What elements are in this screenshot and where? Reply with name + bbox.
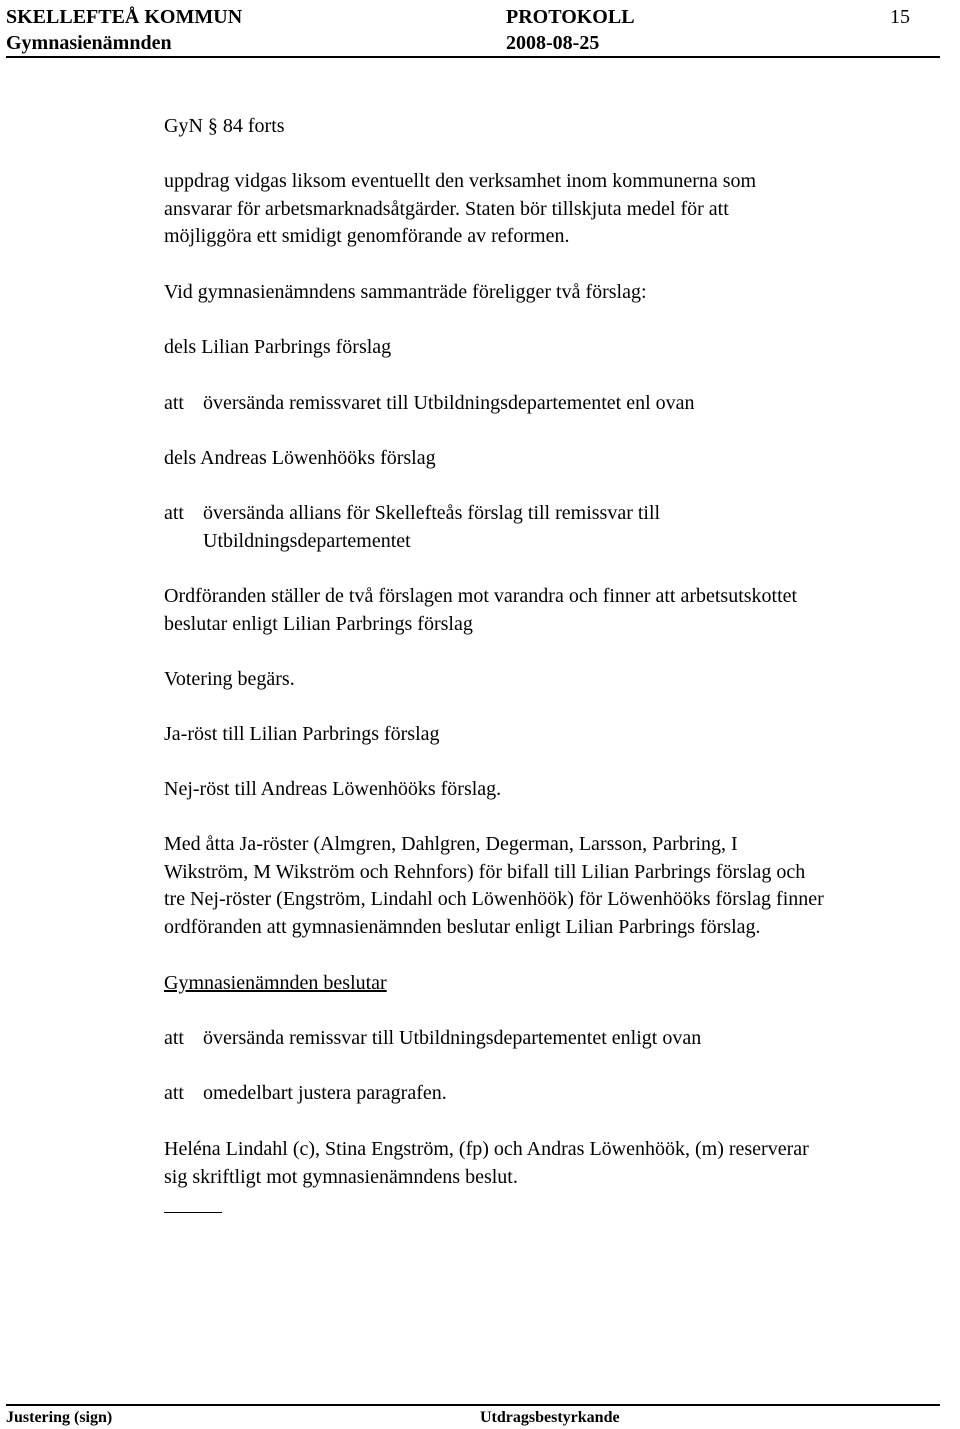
paragraph-continuation [164, 168, 756, 251]
att-keyword: att [164, 1027, 184, 1049]
decision-heading: Gymnasienämnden beslutar [164, 972, 387, 994]
paragraph-line: beslutar enligt Lilian Parbrings förslag [164, 612, 473, 635]
decision-item-1 [164, 1025, 701, 1053]
committee-name: Gymnasienämnden [6, 32, 172, 54]
doc-type: PROTOKOLL [506, 6, 635, 28]
end-of-section-rule [164, 1212, 222, 1213]
att-keyword: att [164, 1082, 184, 1104]
decision-1-body: översända remissvar till Utbildningsdepartementet enligt ovan [203, 1027, 702, 1049]
paragraph-line: Heléna Lindahl (c), Stina Engström, (fp) och Andras Löwenhöök, (m) reserverar [164, 1138, 809, 1160]
vote-result [164, 831, 824, 941]
page-number: 15 [890, 6, 910, 28]
proposal-2-body-line1: översända allians för Skellefteås förslag till remissvar till [203, 502, 661, 524]
reservation [164, 1136, 809, 1191]
proposal-2-text [164, 500, 660, 555]
decision-2-body: omedelbart justera paragrafen. [203, 1082, 447, 1104]
att-keyword: att [164, 502, 184, 524]
yes-vote: Ja-röst till Lilian Parbrings förslag [164, 723, 440, 745]
paragraph-line: tre Nej-röster (Engström, Lindahl och Löwenhöök) för Löwenhööks förslag finner [164, 888, 824, 910]
paragraph-line: uppdrag vidgas liksom eventuellt den verksamhet inom kommunerna som [164, 170, 757, 192]
footer-rule [6, 1404, 940, 1406]
paragraph-line: ordföranden att gymnasienämnden beslutar enligt Lilian Parbrings förslag. [164, 915, 761, 938]
org-name: SKELLEFTEÅ KOMMUN [6, 6, 243, 28]
proposals-intro: Vid gymnasienämndens sammanträde föreligger två förslag: [164, 281, 647, 303]
decision-item-2 [164, 1080, 447, 1108]
paragraph-line: Ordföranden ställer de två förslagen mot varandra och finner att arbetsutskottet [164, 585, 798, 607]
paragraph-line: ansvarar för arbetsmarknadsåtgärder. Staten bör tillskjuta medel för att [164, 197, 729, 220]
header-rule [6, 56, 940, 58]
paragraph-line: Wikström, M Wikström och Rehnfors) för bifall till Lilian Parbrings förslag och [164, 860, 806, 883]
paragraph-line: sig skriftligt mot gymnasienämndens beslut. [164, 1165, 518, 1188]
vote-requested: Votering begärs. [164, 668, 295, 690]
proposal-1-intro: dels Lilian Parbrings förslag [164, 336, 392, 358]
chair-statement [164, 583, 797, 638]
no-vote: Nej-röst till Andreas Löwenhööks förslag. [164, 778, 502, 800]
meeting-date: 2008-08-25 [506, 32, 600, 54]
proposal-1-body: översända remissvaret till Utbildningsdepartementet enl ovan [203, 392, 695, 414]
proposal-2-body-line2: Utbildningsdepartementet [203, 529, 411, 552]
proposal-1-text [164, 390, 695, 418]
footer-certification-label: Utdragsbestyrkande [480, 1409, 620, 1426]
section-ref: GyN § 84 forts [164, 115, 285, 137]
proposal-2-intro: dels Andreas Löwenhööks förslag [164, 447, 436, 469]
att-keyword: att [164, 392, 184, 414]
paragraph-line: Med åtta Ja-röster (Almgren, Dahlgren, Degerman, Larsson, Parbring, I [164, 833, 738, 855]
footer-signature-label: Justering (sign) [6, 1409, 113, 1426]
paragraph-line: möjliggöra ett smidigt genomförande av reformen. [164, 225, 570, 247]
